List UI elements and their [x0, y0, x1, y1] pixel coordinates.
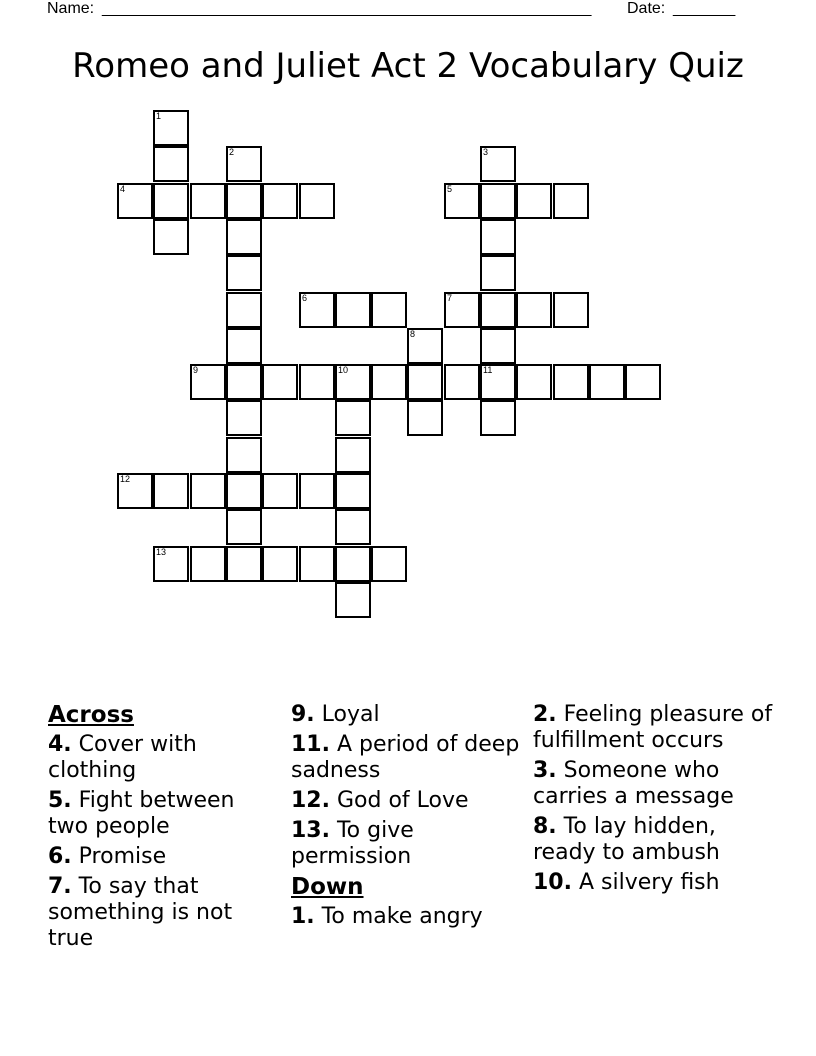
name-label: Name: [47, 0, 95, 17]
clue-across-4 [48, 732, 278, 784]
grid-cell[interactable] [299, 473, 335, 509]
grid-cell[interactable] [335, 292, 371, 328]
date-label: Date: [627, 0, 666, 17]
grid-cell[interactable] [226, 364, 262, 400]
grid-cell[interactable] [153, 219, 189, 255]
grid-cell[interactable] [226, 183, 262, 219]
grid-cell[interactable] [516, 183, 552, 219]
grid-cell[interactable] [190, 183, 226, 219]
clue-across-9 [291, 702, 521, 728]
clue-down-2 [533, 702, 773, 754]
grid-cell[interactable] [553, 183, 589, 219]
grid-cell[interactable] [262, 364, 298, 400]
name-field-line[interactable]: _______________________________________________________ [102, 0, 592, 17]
grid-cell[interactable] [371, 546, 407, 582]
clue-number: 5. [48, 788, 72, 813]
clue-text: Fight between two people [48, 788, 235, 839]
grid-cell[interactable] [516, 364, 552, 400]
cell-number: 7 [447, 293, 453, 303]
grid-cell[interactable] [480, 146, 516, 182]
grid-cell[interactable] [480, 328, 516, 364]
grid-cell[interactable] [335, 437, 371, 473]
grid-cell[interactable] [444, 292, 480, 328]
grid-cell[interactable] [335, 400, 371, 436]
clue-text: Feeling pleasure of fulfillment occurs [533, 702, 773, 753]
grid-cell[interactable] [262, 473, 298, 509]
clue-text: A period of deep sadness [291, 732, 520, 783]
clue-text: God of Love [336, 788, 469, 813]
clue-across-7 [48, 874, 278, 952]
grid-cell[interactable] [480, 364, 516, 400]
grid-cell[interactable] [190, 473, 226, 509]
grid-cell[interactable] [299, 546, 335, 582]
grid-cell[interactable] [335, 582, 371, 618]
cell-number: 2 [229, 147, 235, 157]
cell-number: 10 [338, 365, 349, 375]
clue-text: To lay hidden, ready to ambush [533, 814, 720, 865]
clue-number: 12. [291, 788, 330, 813]
grid-cell[interactable] [153, 546, 189, 582]
clue-text: A silvery fish [578, 870, 720, 895]
grid-cell[interactable] [226, 219, 262, 255]
grid-cell[interactable] [226, 546, 262, 582]
grid-cell[interactable] [226, 146, 262, 182]
cell-number: 6 [302, 293, 308, 303]
grid-cell[interactable] [262, 546, 298, 582]
grid-cell[interactable] [407, 328, 443, 364]
clue-text: Promise [78, 844, 167, 869]
clue-down-10 [533, 870, 773, 896]
grid-cell[interactable] [480, 400, 516, 436]
clue-down-8 [533, 814, 773, 866]
page-title: Romeo and Juliet Act 2 Vocabulary Quiz [72, 46, 744, 86]
cell-number: 8 [410, 329, 416, 339]
grid-cell[interactable] [480, 183, 516, 219]
grid-cell[interactable] [226, 400, 262, 436]
grid-cell[interactable] [226, 437, 262, 473]
clue-number: 2. [533, 702, 557, 727]
grid-cell[interactable] [335, 473, 371, 509]
clue-number: 9. [291, 702, 315, 727]
clue-text: Loyal [321, 702, 380, 727]
clue-down-3 [533, 758, 773, 810]
clue-number: 6. [48, 844, 72, 869]
clue-across-11 [291, 732, 521, 784]
cell-number: 12 [120, 474, 131, 484]
clue-number: 10. [533, 870, 572, 895]
clue-across-13 [291, 818, 521, 870]
clue-text: To give permission [291, 818, 414, 869]
cell-number: 13 [156, 547, 167, 557]
grid-cell[interactable] [117, 473, 153, 509]
grid-cell[interactable] [371, 292, 407, 328]
grid-cell[interactable] [153, 473, 189, 509]
grid-cell[interactable] [299, 292, 335, 328]
cell-number: 11 [483, 365, 493, 375]
grid-cell[interactable] [480, 292, 516, 328]
cell-number: 4 [120, 184, 126, 194]
grid-cell[interactable] [117, 183, 153, 219]
grid-cell[interactable] [407, 400, 443, 436]
grid-cell[interactable] [444, 364, 480, 400]
clue-text: Cover with clothing [48, 732, 197, 783]
grid-cell[interactable] [335, 546, 371, 582]
grid-cell[interactable] [480, 255, 516, 291]
clues-column-3 [533, 702, 773, 900]
grid-cell[interactable] [480, 219, 516, 255]
clue-text: Someone who carries a message [533, 758, 734, 809]
grid-cell[interactable] [589, 364, 625, 400]
clue-number: 7. [48, 874, 72, 899]
grid-cell[interactable] [299, 183, 335, 219]
clue-across-12 [291, 788, 521, 814]
clue-across-5 [48, 788, 278, 840]
clues-column-2 [291, 702, 521, 934]
across-heading: Across [48, 702, 134, 728]
grid-cell[interactable] [335, 364, 371, 400]
clue-across-6 [48, 844, 278, 870]
grid-cell[interactable] [226, 509, 262, 545]
clue-number: 11. [291, 732, 330, 757]
grid-cell[interactable] [262, 183, 298, 219]
grid-cell[interactable] [371, 364, 407, 400]
cell-number: 5 [447, 184, 453, 194]
clue-number: 3. [533, 758, 557, 783]
cell-number: 3 [483, 147, 489, 157]
clue-number: 4. [48, 732, 72, 757]
grid-cell[interactable] [553, 292, 589, 328]
grid-cell[interactable] [407, 364, 443, 400]
grid-cell[interactable] [553, 364, 589, 400]
grid-cell[interactable] [153, 183, 189, 219]
clue-text: To say that something is not true [48, 874, 233, 951]
down-heading: Down [291, 874, 364, 900]
grid-cell[interactable] [226, 255, 262, 291]
grid-cell[interactable] [299, 364, 335, 400]
grid-cell[interactable] [190, 546, 226, 582]
grid-cell[interactable] [444, 183, 480, 219]
grid-cell[interactable] [516, 292, 552, 328]
grid-cell[interactable] [625, 364, 661, 400]
clue-text: To make angry [321, 904, 483, 929]
clue-number: 1. [291, 904, 315, 929]
grid-cell[interactable] [190, 364, 226, 400]
date-field-line[interactable]: _______ [673, 0, 736, 17]
grid-cell[interactable] [226, 473, 262, 509]
clue-number: 8. [533, 814, 557, 839]
grid-cell[interactable] [153, 110, 189, 146]
grid-cell[interactable] [226, 292, 262, 328]
grid-cell[interactable] [335, 509, 371, 545]
grid-cell[interactable] [153, 146, 189, 182]
cell-number: 1 [156, 111, 162, 121]
clue-down-1 [291, 904, 521, 930]
grid-cell[interactable] [226, 328, 262, 364]
clue-number: 13. [291, 818, 330, 843]
clues-column-1 [48, 702, 278, 956]
cell-number: 9 [193, 365, 199, 375]
